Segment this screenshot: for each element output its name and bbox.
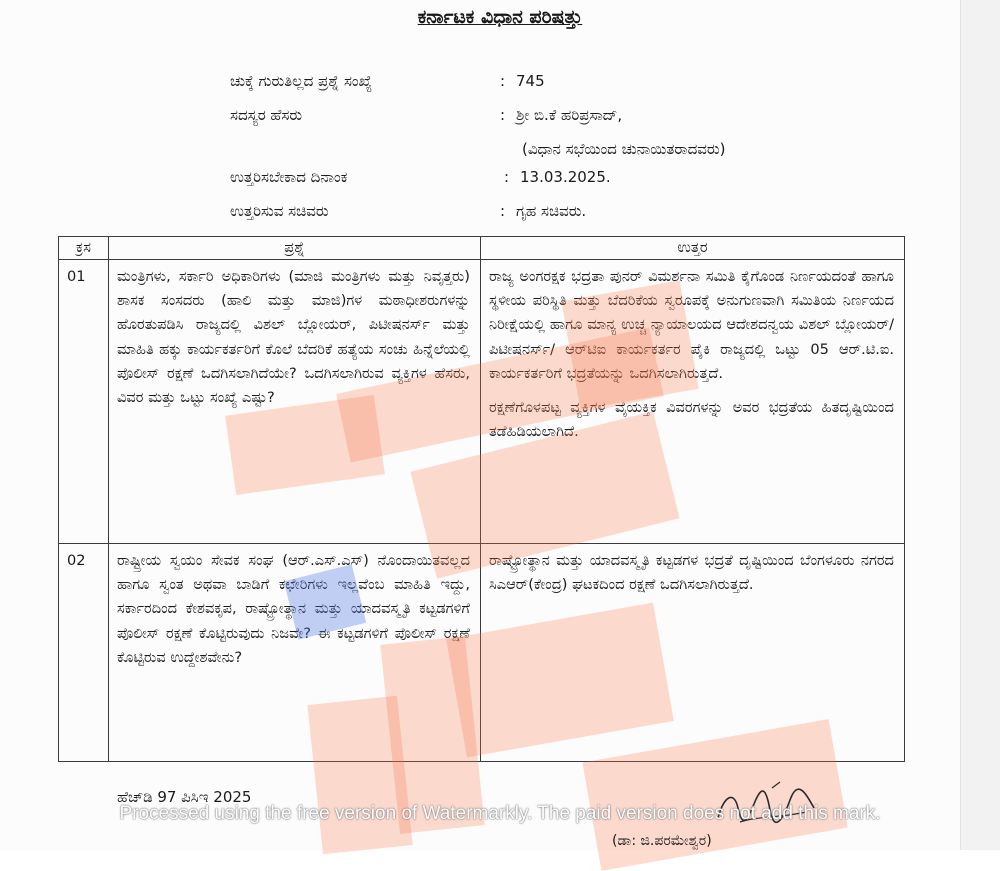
answer-text: ರಾಷ್ಟ್ರೋತ್ಥಾನ ಮತ್ತು ಯಾದವಸ್ಮೃತಿ ಕಟ್ಟಡಗಳ ಭದ್ರತೆ ದೃಷ್ಟಿಯಿಂದ ಬೆಂಗಳೂರು ನಗರದ ಸಿಎಆರ್(ಕೇಂದ್ರ) ಘಟಕದಿಂದ ರಕ್ಷಣೆ ಒದಗಿಸಲಾಗಿರುತ್ತದೆ. (489, 552, 894, 594)
answer-text-secondary: ರಕ್ಷಣೆಗೊಳಪಟ್ಟ ವ್ಯಕ್ತಿಗಳ ವೈಯಕ್ತಿಕ ವಿವರಗಳನ್ನು ಅವರ ಭದ್ರತೆಯ ಹಿತದೃಷ್ಟಿಯಿಂದ ತಡೆಹಿಡಿಯಲಾಗಿದೆ. (489, 399, 894, 441)
colon: : (500, 106, 506, 124)
scroll-gutter (960, 0, 1000, 850)
watermark-stripe (561, 280, 698, 409)
member-constituency: (ವಿಧಾನ ಸಭೆಯಿಂದ ಚುನಾಯಿತರಾದವರು) (522, 140, 726, 158)
file-reference: ಹೆಚ್‌ಡಿ 97 ಪಿಸಿಇ 2025 (117, 788, 252, 806)
question-number-label: ಚುಕ್ಕೆ ಗುರುತಿಲ್ಲದ ಪ್ರಶ್ನೆ ಸಂಖ್ಯೆ (230, 72, 373, 90)
signatory-name: (ಡಾ: ಜಿ.ಪರಮೇಶ್ವರ) (612, 833, 712, 849)
row-number: 02 (59, 544, 109, 762)
question-text: ಮಂತ್ರಿಗಳು, ಸರ್ಕಾರಿ ಅಧಿಕಾರಿಗಳು (ಮಾಜಿ ಮಂತ್ರಿಗಳು ಮತ್ತು ನಿವೃತ್ತರು) ಶಾಸಕ ಸಂಸದರು (ಹಾಲಿ ಮತ್ತು ಮಾಜಿ)ಗಳ ಮಠಾಧೀಶರುಗಳನ್ನು ಹೊರತುಪಡಿಸಿ ರಾಜ್ಯದಲ್ಲಿ ವಿಶಲ್ ಬ್ಲೋಯರ್, ಪಿಟೀಷನರ್ಸ್ ಮತ್ತು ಮಾಹಿತಿ ಹಕ್ಕು ಕಾರ್ಯಕರ್ತರಿಗೆ ಕೊಲೆ ಬೆದರಿಕೆ ಹತ್ಯೆಯ ಸಂಚು ಹಿನ್ನೆಲೆಯಲ್ಲಿ ಪೊಲೀಸ್ ರಕ್ಷಣೆ ಒದಗಿಸಲಾಗಿದೆಯೇ? ಒದಗಿಸಲಾಗಿರುವ ವ್ಯಕ್ತಿಗಳ ಹೆಸರು, ವಿವರ ಮತ್ತು ಒಟ್ಟು ಸಂಖ್ಯೆ ಎಷ್ಟು? (109, 260, 481, 544)
colon: : (500, 202, 506, 220)
table-header-row (59, 237, 905, 260)
answer-date-value: 13.03.2025. (520, 168, 611, 186)
colon: : (500, 72, 506, 90)
member-name-value: ಶ್ರೀ ಬಿ.ಕೆ ಹರಿಪ್ರಸಾದ್, (516, 106, 623, 124)
colon: : (504, 168, 510, 186)
header-serial: ಕ್ರಸ (59, 237, 109, 260)
answer-date-label: ಉತ್ತರಿಸಬೇಕಾದ ದಿನಾಂಕ (230, 168, 348, 186)
member-name-label: ಸದಸ್ಯರ ಹೆಸರು (230, 106, 303, 124)
header-question: ಪ್ರಶ್ನೆ (109, 237, 481, 260)
row-number: 01 (59, 260, 109, 544)
minister-value: ಗೃಹ ಸಚಿವರು. (516, 202, 587, 220)
watermark-caption: Processed using the free version of Watermarkly. The paid version does not add this mark. (119, 803, 881, 824)
document-title: ಕರ್ನಾಟಕ ವಿಧಾನ ಪರಿಷತ್ತು (417, 6, 583, 28)
question-number-value: 745 (516, 72, 545, 90)
minister-label: ಉತ್ತರಿಸುವ ಸಚಿವರು (230, 202, 329, 220)
header-answer: ಉತ್ತರ (481, 237, 905, 260)
question-text: ರಾಷ್ಟ್ರೀಯ ಸ್ವಯಂ ಸೇವಕ ಸಂಘ (ಆರ್.ಎಸ್.ಎಸ್) ನೊಂದಾಯಿತವಲ್ಲದ ಹಾಗೂ ಸ್ವಂತ ಅಥವಾ ಬಾಡಿಗೆ ಕಛೇರಿಗಳು ಇಲ್ಲವೆಂಬ ಮಾಹಿತಿ ಇದ್ದು, ಸರ್ಕಾರದಿಂದ ಕೇಶವಕೃಪ, ರಾಷ್ಟ್ರೋತ್ಥಾನ ಮತ್ತು ಯಾದವಸ್ಮೃತಿ ಕಟ್ಟಡಗಳಿಗೆ ಪೊಲೀಸ್ ರಕ್ಷಣೆ ಕೊಟ್ಟಿರುವುದು ನಿಜವೇ? ಈ ಕಟ್ಟಡಗಳಿಗೆ ಪೊಲೀಸ್ ರಕ್ಷಣೆ ಕೊಟ್ಟಿರುವ ಉದ್ದೇಶವೇನು? (109, 544, 481, 762)
watermark-stripe (307, 696, 412, 855)
answer-text: ರಾಜ್ಯ ಅಂಗರಕ್ಷಕ ಭದ್ರತಾ ಪುನರ್ ವಿಮರ್ಶನಾ ಸಮಿತಿ ಕೈಗೊಂಡ ನಿರ್ಣಯದಂತೆ ಹಾಗೂ ಸ್ಥಳೀಯ ಪರಿಸ್ಥಿತಿ ಮತ್ತು ಬೆದರಿಕೆಯ ಸ್ವರೂಪಕ್ಕೆ ಅನುಗುಣವಾಗಿ ಸಮಿತಿಯ ನಿರ್ಣಯದ ನಿರೀಕ್ಷೆಯಲ್ಲಿ ಹಾಗೂ ಮಾನ್ಯ ಉಚ್ಚ ನ್ಯಾಯಾಲಯದ ಆದೇಶದನ್ವಯ ವಿಶಲ್ ಬ್ಲೋಯರ್/ಪಿಟೀಷನರ್ಸ್/ ಆರ್‌ಟಿಐ ಕಾರ್ಯಕರ್ತರ ಪೈಕಿ ರಾಜ್ಯದಲ್ಲಿ ಒಟ್ಟು 05 ಆರ್.ಟಿ.ಐ. ಕಾರ್ಯಕರ್ತರಿಗೆ ಭದ್ರತೆಯನ್ನು ಒದಗಿಸಲಾಗಿರುತ್ತದೆ. (489, 268, 894, 382)
